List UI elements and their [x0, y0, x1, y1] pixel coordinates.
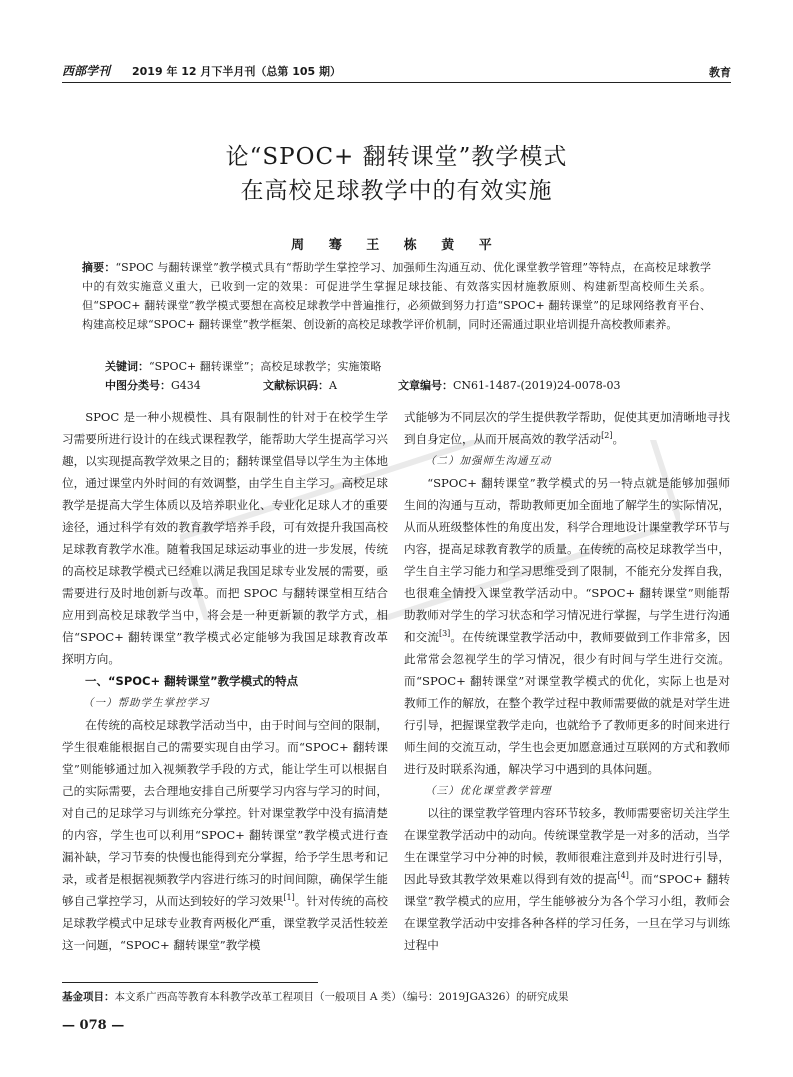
issue-info: 2019 年 12 月下半月刊（总第 105 期）: [132, 65, 342, 78]
footnote-label: 基金项目：: [62, 991, 115, 1003]
article-number-label: 文章编号：: [398, 379, 453, 392]
abstract-label: 摘要：: [82, 261, 116, 274]
doc-code-label: 文献标识码：: [263, 379, 329, 392]
paragraph-1-1-text-a: 在传统的高校足球教学活动当中，由于时间与空间的限制，学生很难能根据自己的需要实现自由学习。而“SPOC+ 翻转课堂”则能够通过加入视频教学手段的方式，能让学生可以根据自己的实际需要，去合理地安排自己所要学习内容与学习的时间，对自己的足球学习与训练充分掌控。针对课堂教学中没有搞清楚的内容，学生也可以利用“SPOC+ 翻转课堂”教学模式进行查漏补缺，学习节奏的快慢也能得到充分掌握，给予学生思考和记录，或者是根据视频教学内容进行练习的时间间隙，确保学生能够自己掌控学习，从而达到较好的学习效果: [62, 718, 388, 908]
footnote-text: 本文系广西高等教育本科教学改革工程项目（一般项目 A 类）（编号：2019JGA326）的研究成果: [114, 991, 569, 1003]
subsection-heading-1-1: （一）帮助学生掌控学习: [83, 697, 210, 709]
page-number: — 078 —: [62, 1018, 125, 1033]
subsection-heading-1-3: （三）优化课堂教学管理: [425, 785, 552, 797]
keywords: [105, 357, 711, 376]
citation-3: [3]: [438, 629, 451, 639]
funding-footnote: [62, 989, 731, 1005]
clc-label: 中图分类号：: [105, 379, 171, 392]
abstract: [82, 258, 711, 334]
paragraph-1-1-text-c: 式能够为不同层次的学生提供教学帮助，促使其更加清晰地寻找到自身定位，从而开展高效的教学活动: [404, 410, 730, 446]
clc-value: G434: [171, 379, 201, 392]
keywords-label: 关键词：: [105, 360, 149, 373]
article-title-line2: 在高校足球教学中的有效实施: [240, 178, 553, 204]
article-meta: [105, 376, 705, 395]
citation-2: [2]: [601, 431, 613, 441]
body-column-right: [404, 406, 730, 956]
authors: 周 骞 王 栋 黄 平: [291, 238, 502, 253]
citation-4: [4]: [617, 871, 629, 881]
footnote-rule: [62, 982, 318, 983]
keywords-text: “SPOC+ 翻转课堂”；高校足球教学；实施策略: [149, 360, 382, 373]
body-column-left: [62, 406, 388, 956]
article-number-value: CN61-1487-(2019)24-0078-03: [453, 379, 621, 392]
paragraph-1-1-text-c-end: 。: [612, 432, 625, 446]
running-header: [62, 62, 731, 80]
section-name: 教育: [709, 66, 731, 79]
header-rule: [62, 82, 731, 83]
paragraph-1-2: [404, 472, 730, 780]
intro-paragraph: SPOC 是一种小规模性、具有限制性的针对于在校学生学习需要所进行设计的在线式课程教学，能帮助大学生提高学习兴趣，以实现提高教学效果之目的；翻转课堂倡导以学生为主体地位，通过课堂内外时间的有效调整，由学生自主学习。高校足球教学是提高大学生体质以及培养职业化、专业化足球人才的重要途径，通过科学有效的教育教学培养手段，可有效提升我国高校足球教育教学水准。随着我国足球运动事业的进一步发展，传统的高校足球教学模式已经难以满足我国足球专业发展的需要，亟需要进行及时地创新与改革。而把 SPOC 与翻转课堂相互结合应用到高校足球教学当中，将会是一种更新颖的教学方式，相信“SPOC+ 翻转课堂”教学模式必定能够为我国足球教育改革探明方向。: [62, 410, 388, 666]
paragraph-1-3-text-b: 。而“SPOC+ 翻转课堂”教学模式的应用，学生能够被分为各个学习小组，教师会在课堂教学活动中安排各种各样的学习任务，一旦在学习与训练过程中: [404, 872, 730, 952]
paragraph-1-3: [404, 802, 730, 956]
subsection-heading-1-2: （二）加强师生沟通互动: [425, 455, 552, 467]
article-title-line1: 论“SPOC+ 翻转课堂”教学模式: [225, 144, 568, 170]
doc-code-value: A: [329, 379, 337, 392]
paragraph-1-2-text-a: “SPOC+ 翻转课堂”教学模式的另一特点就是能够加强师生间的沟通与互动，帮助教师更加全面地了解学生的实际情况，从而从班级整体性的角度出发，科学合理地设计课堂教学环节与内容，提高足球教育教学的质量。在传统的高校足球教学当中，学生自主学习能力和学习思维受到了限制，不能充分发挥自我，也很难全情投入课堂教学活动中。“SPOC+ 翻转课堂”则能帮助教师对学生的学习状态和学习情况进行掌握，与学生进行沟通和交流: [404, 476, 730, 644]
paragraph-1-1: [62, 714, 388, 956]
paragraph-1-2-text-b: 。在传统课堂教学活动中，教师要做到工作非常多，因此常常会忽视学生的学习情况，很少有时间与学生进行交流。而“SPOC+ 翻转课堂”对课堂教学模式的优化，实际上也是对教师工作的解放，在整个教学过程中教师需要做的就是对学生进行引导，把握课堂教学走向，也就给予了教师更多的时间来进行师生间的交流互动，学生也会更加愿意通过互联网的方式和教师进行及时联系沟通，解决学习中遇到的具体问题。: [404, 630, 730, 776]
section-heading-1: 一、“SPOC+ 翻转课堂”教学模式的特点: [85, 674, 299, 688]
paragraph-1-1-continued: [404, 406, 730, 450]
journal-name: 西部学刊: [62, 64, 111, 78]
paragraph-1-3-text-a: 以往的课堂教学管理内容环节较多，教师需要密切关注学生在课堂教学活动中的动向。传统课堂教学是一对多的活动，当学生在课堂学习中分神的时候，教师很难注意到并及时进行引导，因此导致其教学效果难以得到有效的提高: [404, 806, 730, 886]
paragraph-1-1-text-b: 。针对传统的高校足球教学模式中足球专业教育两极化严重，课堂教学灵活性较差这一问题，“SPOC+ 翻转课堂”教学模: [62, 894, 388, 952]
abstract-text: “SPOC 与翻转课堂”教学模式具有“帮助学生掌控学习、加强师生沟通互动、优化课堂教学管理”等特点，在高校足球教学中的有效实施意义重大，已收到一定的效果：可促进学生掌握足球技能、有效落实因材施教原则、构建新型高校师生关系。但“SPOC+ 翻转课堂”教学模式要想在高校足球教学中普遍推行，必须做到努力打造“SPOC+ 翻转课堂”的足球网络教育平台、构建高校足球“SPOC+ 翻转课堂”教学框架、创设新的高校足球教学评价机制，同时还需通过职业培训提升高校教师素养。: [82, 261, 712, 331]
citation-1: [1]: [283, 893, 295, 903]
